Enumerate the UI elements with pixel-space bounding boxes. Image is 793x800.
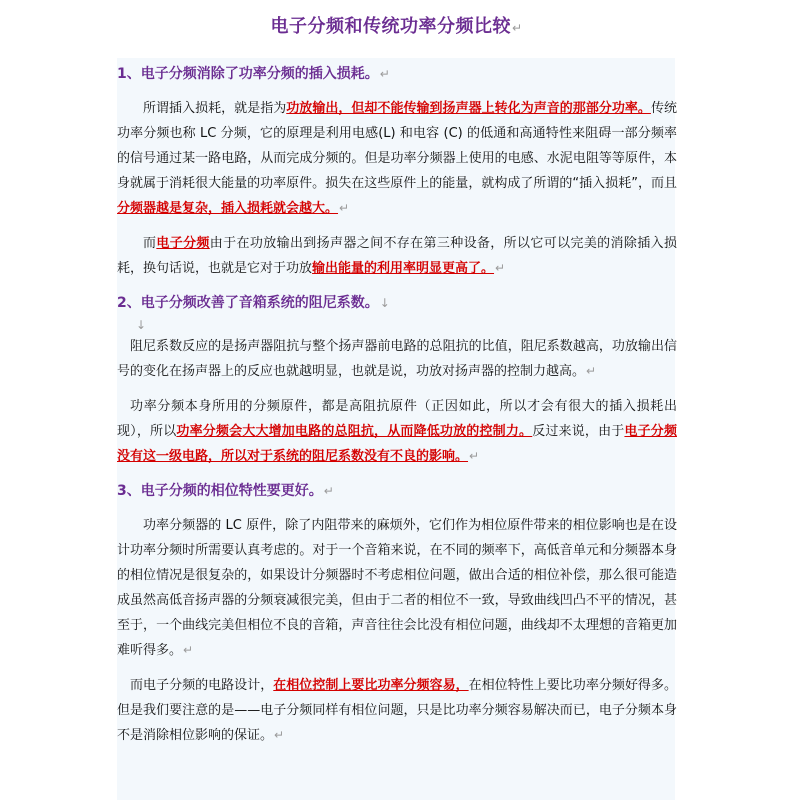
section-3-paragraph-1: 功率分频器的 LC 原件，除了内阻带来的麻烦外，它们作为相位原件带来的相位影响也是在设计功率分频时所需要认真考虑的。对于一个音箱来说，在不同的频率下，高低音单元和分频器本身的相位情况是很复杂的，如果设计分频器时不考虑相位问题，做出合适的相位补偿，那么很可能造成虽然高低音扬声器的分频衰减很完美，但由于二者的相位不一致，导致曲线凹凸不平的情况，甚至于，一个曲线完美但相位不良的音箱，声音往往会比没有相位问题，曲线却不太理想的音箱更加难听得多。↵ [117,518,677,658]
highlight-text: 输出能量的利用率明显更高了。 [312,261,495,276]
highlight-text: 功放输出，但却不能传输到扬声器上转化为声音的那部分功率。 [286,101,651,116]
section-1-heading: 1、电子分频消除了功率分频的插入损耗。↵ [117,66,390,82]
paragraph-mark-icon: ↵ [469,449,480,463]
highlight-text: 功率分频会大大增加电路的总阻抗，从而降低功放的控制力。 [176,424,533,439]
paragraph-mark-icon: ↵ [274,728,285,742]
section-2-paragraph-2: 功率分频本身所用的分频原件，都是高阻抗原件（正因如此，所以才会有很大的插入损耗出现），所以功率分频会大大增加电路的总阻抗，从而降低功放的控制力。反过来说，由于电子分频没有这一级电路，所以对于系统的阻尼系数没有不良的影响。↵ [117,399,677,464]
paragraph-mark-icon: ↵ [379,67,390,81]
title-text: 电子分频和传统功率分频比较 [270,16,511,37]
section-2-heading: 2、电子分频改善了音箱系统的阻尼系数。↓ [117,295,390,311]
paragraph-mark-icon: ↵ [511,21,523,35]
section-1-paragraph-1: 所谓插入损耗，就是指为功放输出，但却不能传输到扬声器上转化为声音的那部分功率。传统功率分频也称 LC 分频，它的原理是利用电感(L) 和电容 (C) 的低通和高通特性来阻碍一部分频率的信号通过某一路电路，从而完成分频的。但是功率分频器上使用的电感、水泥电阻等等原件，本身就属于消耗很大能量的功率原件。损失在这些原件上的能量，就构成了所谓的“插入损耗”，而且分频器越是复杂，插入损耗就会越大。↵ [117,101,677,216]
section-2-paragraph-1: 阻尼系数反应的是扬声器阻抗与整个扬声器前电路的总阻抗的比值，阻尼系数越高，功放输出信号的变化在扬声器上的反应也就越明显，也就是说，功放对扬声器的控制力越高。↵ [117,339,677,379]
document-body [117,58,677,758]
highlight-text: 电子分频没有这一级电路，所以对于系统的阻尼系数没有不良的影响。 [117,424,677,464]
line-break-mark [135,317,677,334]
section-1-paragraph-2: 而电子分频由于在功放输出到扬声器之间不存在第三种设备，所以它可以完美的消除插入损耗，换句话说，也就是它对于功放输出能量的利用率明显更高了。↵ [117,236,677,276]
down-mark-icon: ↓ [136,318,147,332]
paragraph-mark-icon: ↵ [183,643,194,657]
paragraph-mark-icon: ↵ [495,261,506,275]
section-3-paragraph-2: 而电子分频的电路设计，在相位控制上要比功率分频容易，在相位特性上要比功率分频好得多。但是我们要注意的是——电子分频同样有相位问题，只是比功率分频容易解决而已，电子分频本身不是消除相位影响的保证。↵ [117,678,677,743]
down-mark-icon: ↓ [379,296,390,310]
paragraph-mark-icon: ↵ [339,201,350,215]
highlight-text: 在相位控制上要比功率分频容易， [273,678,469,693]
highlight-text: 分频器越是复杂，插入损耗就会越大。 [117,201,339,216]
paragraph-mark-icon: ↵ [323,484,334,498]
highlight-text: 电子分频 [156,236,210,251]
section-3-heading: 3、电子分频的相位特性要更好。↵ [117,483,334,499]
document-title [0,12,793,38]
paragraph-mark-icon: ↵ [586,364,597,378]
